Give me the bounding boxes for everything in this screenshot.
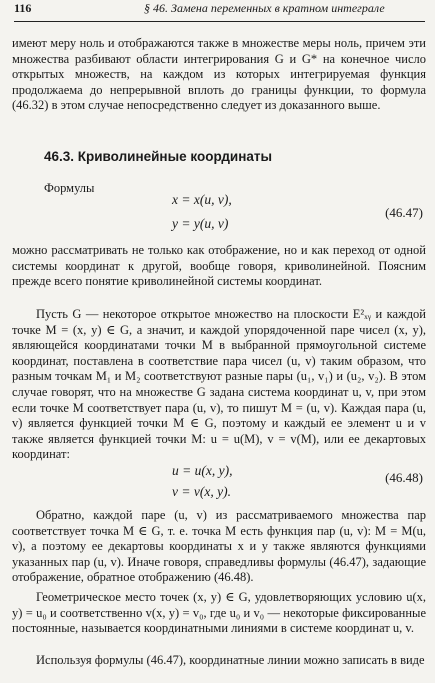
paragraph-2: можно рассматривать не только как отображение, но и как переход от одной системы координат к другой, вообще говоря, криволинейной. Поясним прежде всего понятие криволинейной системы координат. (12, 243, 426, 289)
paragraph-6: Используя формулы (46.47), координатные линии можно записать в виде (36, 653, 425, 667)
paragraph-5-block (12, 590, 426, 637)
paragraph-2-block (12, 243, 426, 290)
paragraph-6-block (12, 653, 426, 669)
equation-2-line-2: v = v(x, y). (172, 484, 231, 499)
formulas-label: Формулы (44, 181, 95, 195)
header-rule (14, 21, 425, 22)
paragraph-3-block (12, 307, 426, 463)
page-header (14, 1, 425, 21)
running-title: § 46. Замена переменных в кратном интеграле (144, 1, 385, 15)
equation-2-number: (46.48) (385, 470, 423, 485)
paragraph-5: Геометрическое место точек (x, y) ∈ G, удовлетворяющих условию u(x, y) = u₀ и соответственно v(x, y) = v₀, где u₀ и v₀ — некоторые фиксированные постоянные, называется координатными линиями в системе координат u, v. (12, 590, 426, 636)
equation-1-line-2: y = y(u, v) (172, 216, 229, 231)
paragraph-4: Обратно, каждой паре (u, v) из рассматриваемого множества пар соответствует точка M ∈ G, т. е. точка M есть функция пар (u, v): M = M(u, v), а поэтому ее декартовы координаты x и y также являются функциями указанных пар (u, v). Иначе говоря, справедливы формулы (46.47), задающие отображение, обратное отображению (46.48). (12, 508, 426, 585)
equation-1-number: (46.47) (385, 205, 423, 220)
intro-paragraph: имеют меру ноль и отображаются также в множестве меры ноль, причем эти множества разбивают области интегрирования G и G* на конечное число открытых множеств, на каждом из которых интегрируемая функция продолжаема до непрерывной вплоть до границы функции, то формула (46.32) в этом случае непосредственно следует из доказанного выше. (12, 36, 426, 113)
paragraph-4-block (12, 508, 426, 586)
intro-paragraph-block (12, 36, 426, 114)
section-heading: 46.3. Криволинейные координаты (44, 149, 273, 164)
equation-1-line-1: x = x(u, v), (172, 192, 232, 207)
page-number: 116 (14, 1, 32, 15)
paragraph-3: Пусть G — некоторое открытое множество на плоскости E²ₓᵧ и каждой точке M = (x, y) ∈ G, а значит, и каждой упорядоченной паре чисел (x, y), являющейся координатами точки M в выбранной прямоугольной системе координат, поставлена в соответствие пара чисел (u, v) таким образом, что разным точкам M₁ и M₂ соответствуют разные пары (u₁, v₁) и (u₂, v₂). В этом случае говорят, что на множестве G задана система координат u, v, при этом если точке M соответствует пара (u, v), то пишут M = (u, v). Каждая пара (u, v) является функцией точки M ∈ G, поэтому и каждый ее элемент u и v также является функцией точки M: u = u(M), v = v(M), или ее декартовых координат: (12, 307, 426, 462)
equation-2-line-1: u = u(x, y), (172, 463, 233, 478)
